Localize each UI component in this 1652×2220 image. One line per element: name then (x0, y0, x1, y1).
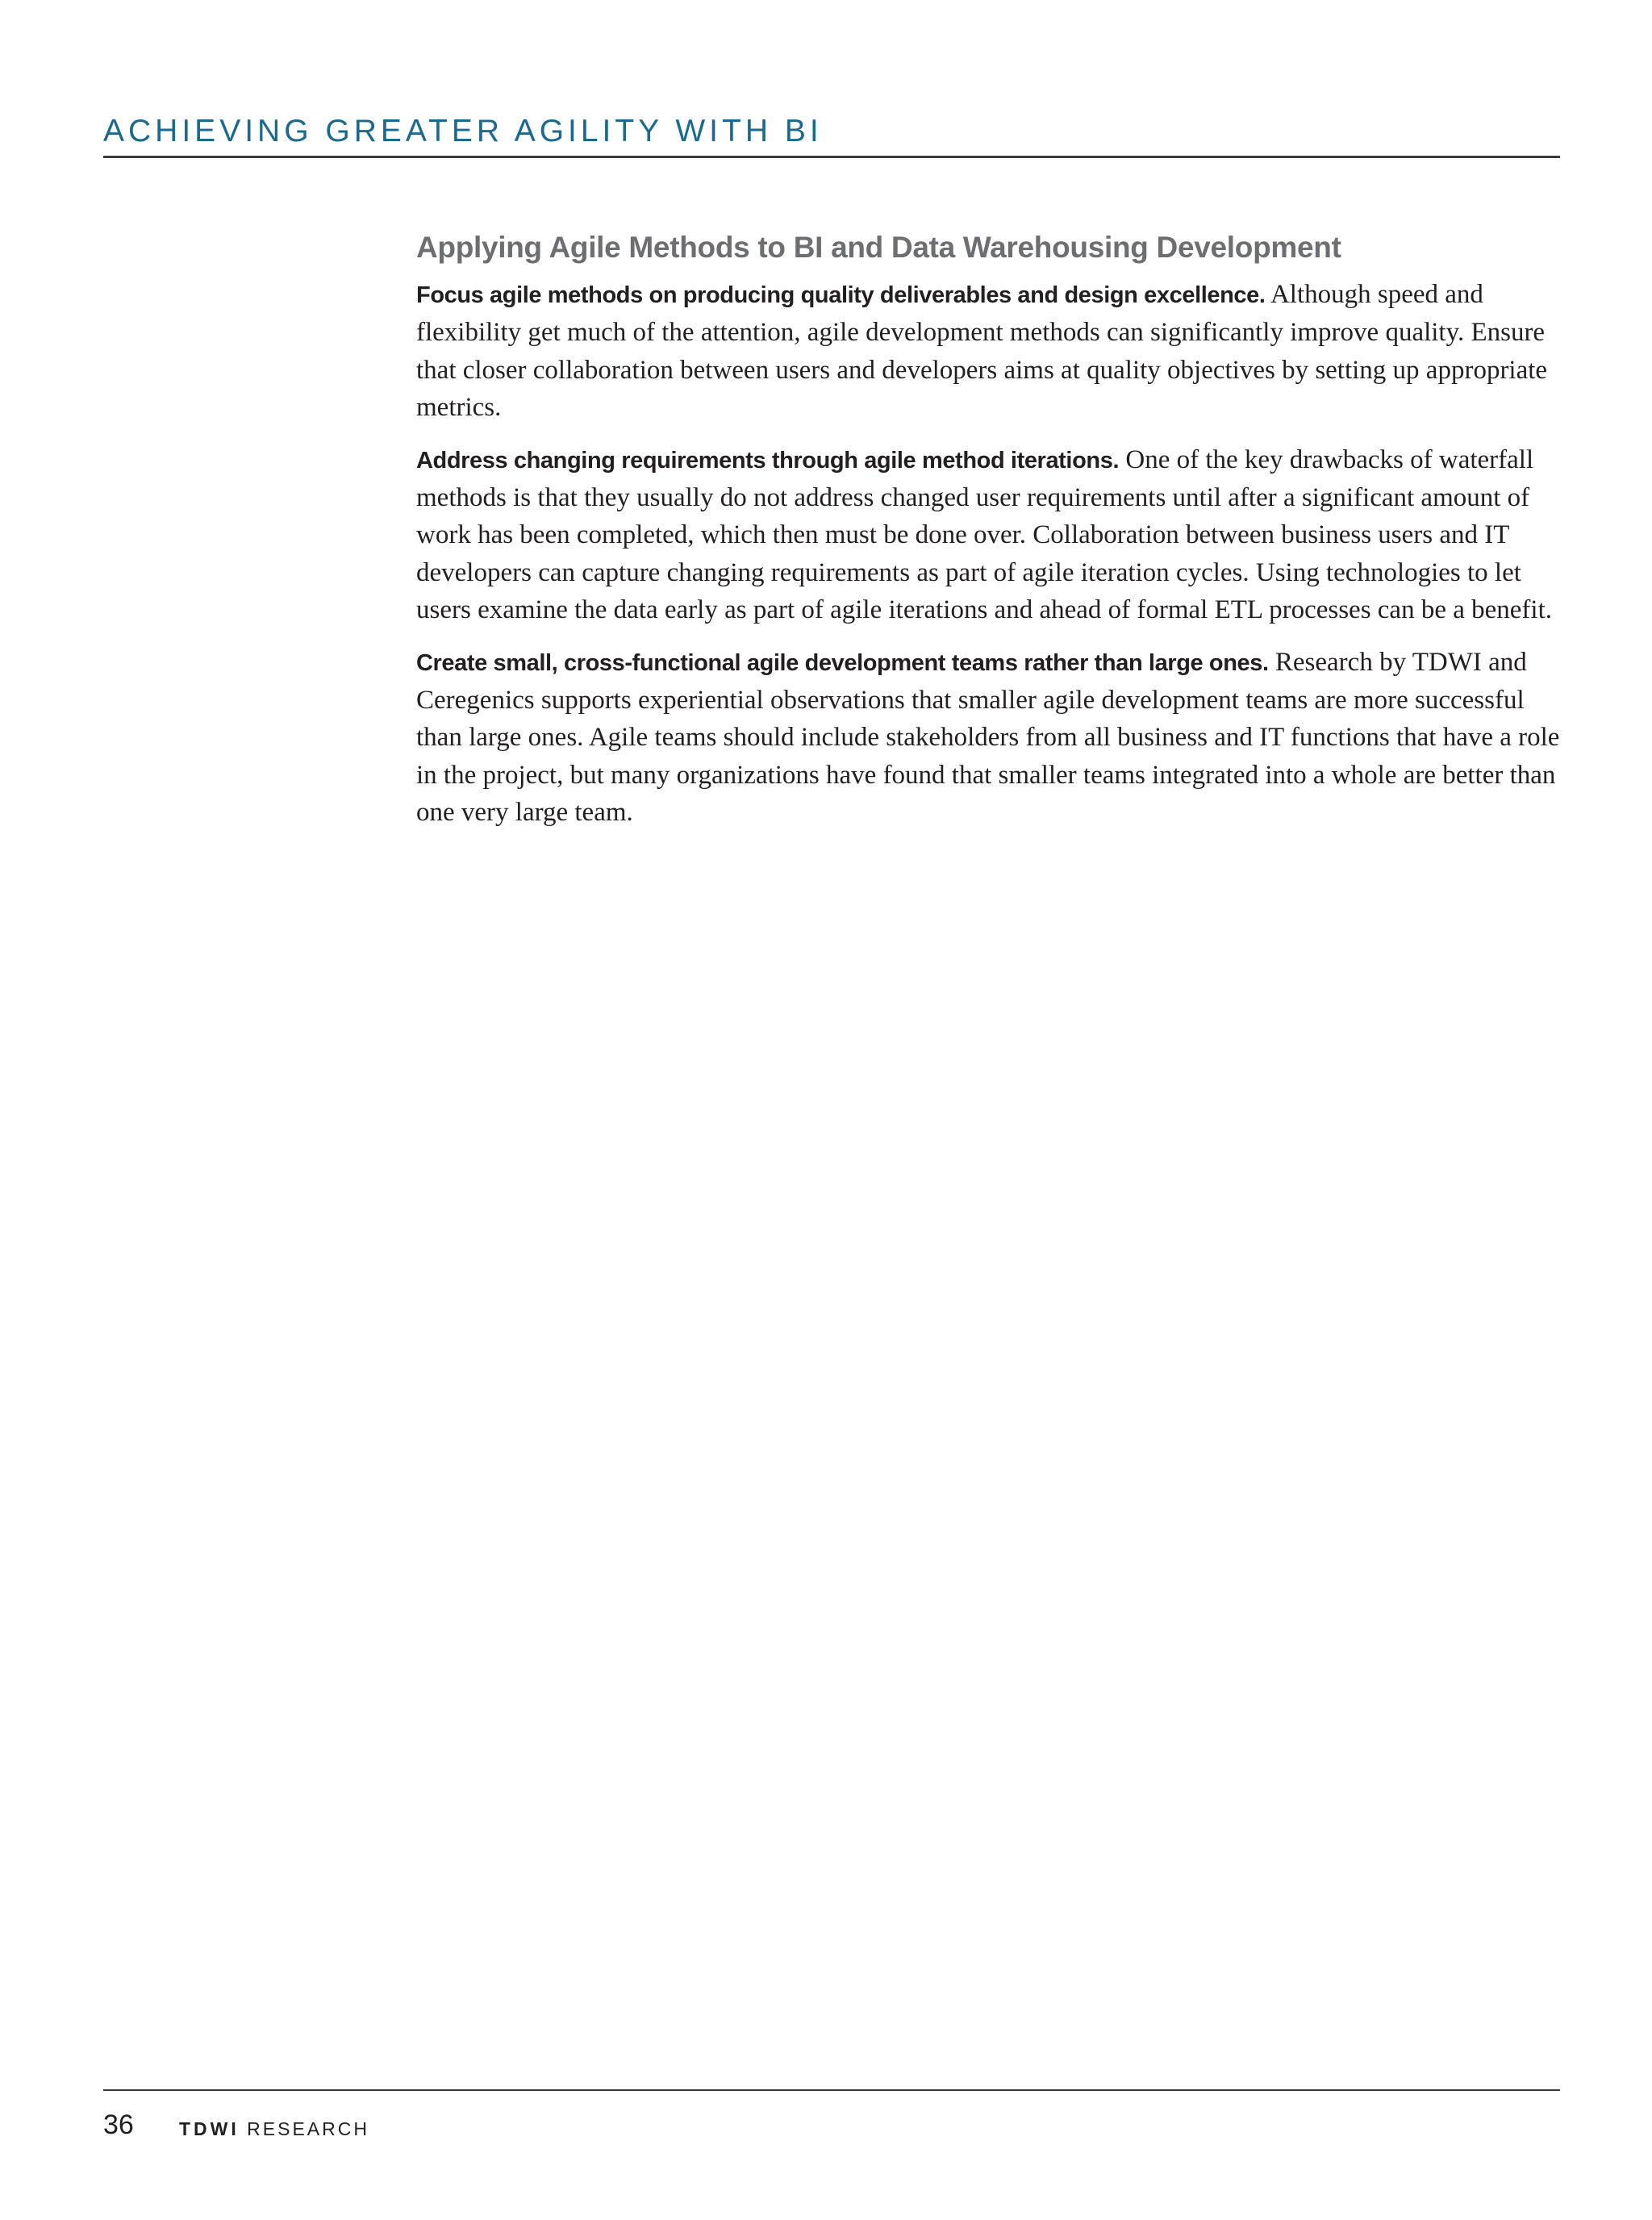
paragraph-lead: Focus agile methods on producing quality deliverables and design excellence. (416, 282, 1266, 308)
brand-name-bold: TDWI (179, 2118, 240, 2139)
paragraph-body: Research by TDWI and Ceregenics supports experiential observations that smaller agile development teams are more successful than large ones. Agile teams should include stakeholders from all business and IT functions that have a role in the project, but many organizations have found that smaller teams integrated into a whole are better than one very large team. (416, 647, 1560, 828)
paragraph-teams (416, 644, 1560, 832)
footer-brand-logo (179, 2117, 369, 2141)
paragraph-iterations (416, 441, 1560, 629)
main-content (416, 226, 1560, 846)
page-number: 36 (103, 2109, 134, 2140)
section-heading: Applying Agile Methods to BI and Data Warehousing Development (416, 231, 1341, 264)
running-header-title: ACHIEVING GREATER AGILITY WITH BI (103, 114, 823, 148)
footer-divider (103, 2089, 1560, 2091)
paragraph-body: One of the key drawbacks of waterfall methods is that they usually do not address changed user requirements until after a significant amount of work has been completed, which then must be done over. Collaboration between business users and IT developers can capture changing requirements as part of agile iteration cycles. Using technologies to let users examine the data early as part of agile iterations and ahead of formal ETL processes can be a benefit. (416, 444, 1552, 625)
brand-name-rest: RESEARCH (247, 2118, 369, 2139)
running-header (103, 110, 1560, 158)
paragraph-quality (416, 276, 1560, 427)
paragraph-lead: Create small, cross-functional agile development teams rather than large ones. (416, 649, 1269, 676)
paragraph-body: Although speed and flexibility get much of the attention, agile development methods can significantly improve quality. Ensure that closer collaboration between users and developers aims at quality objectives by setting up appropriate metrics. (416, 280, 1548, 423)
paragraph-lead: Address changing requirements through agile method iterations. (416, 447, 1120, 474)
